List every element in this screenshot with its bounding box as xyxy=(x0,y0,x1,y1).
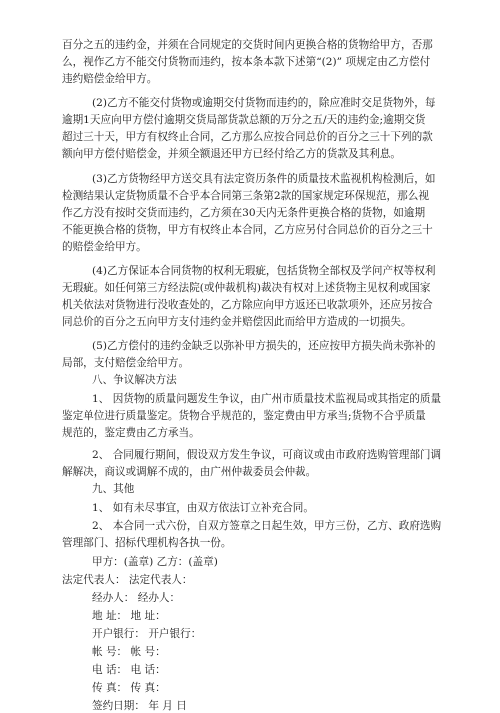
signature-field-line: 帐 号： 帐 号： xyxy=(92,646,166,658)
doc-line: 作乙方没有按时交货而违约，乙方须在30天内无条件更换合格的货物，如逾期 xyxy=(62,207,426,219)
doc-line: (4)乙方保证本合同货物的权利无瑕疵，包括货物全部权及学问产权等权利 xyxy=(92,265,436,277)
doc-line: 不能更换合格的货物，甲方有权终止本合同，乙方应另付合同总价的百分之三十 xyxy=(62,224,433,236)
signature-field-line: 地 址： 地 址： xyxy=(92,610,166,622)
doc-line: 么，视作乙方不能交付货物而违约，按本条本款下述第“(2)” 项规定由乙方偿付 xyxy=(62,56,431,68)
doc-line: 鉴定单位进行质量鉴定。货物合乎规范的，鉴定费由甲方承当;货物不合乎质量 xyxy=(62,410,426,422)
doc-line: 的赔偿金给甲方。 xyxy=(62,241,147,253)
doc-line: 解解决，商议或调解不成的，由广州仲裁委员会仲裁。 xyxy=(62,466,317,478)
doc-line: 无瑕疵。如任何第三方经法院(或仲裁机构)裁决有权对上述货物主见权利或国家 xyxy=(62,282,431,294)
doc-line: 逾期1天应向甲方偿付逾期交货局部货款总额的万分之五/天的违约金;逾期交货 xyxy=(62,114,426,126)
doc-line: 规范的，鉴定费由乙方承当。 xyxy=(62,427,200,439)
doc-line: 1、 因货物的质量问题发生争议，由广州市质量技术监视局或其指定的质量 xyxy=(92,393,442,405)
doc-line: 检测结果认定货物质量不合乎本合同第三条第2款的国家规定环保规范，那么视 xyxy=(62,190,429,202)
doc-line: 违约赔偿金给甲方。 xyxy=(62,73,158,85)
doc-line: (3)乙方货物经甲方送交具有法定资历条件的质量技术监视机构检测后，如 xyxy=(92,173,436,185)
signature-field-line: 经办人： 经办人： xyxy=(92,592,181,604)
section-heading: 九、其他 xyxy=(92,483,135,495)
doc-line: 额向甲方偿付赔偿金，并须全额退还甲方已经付给乙方的货款及其利息。 xyxy=(62,148,401,160)
doc-line: 超过三十天，甲方有权终止合同，乙方那么应按合同总价的百分之三十下列的款 xyxy=(62,131,433,143)
doc-line: 管理部门、招标代理机构各执一份。 xyxy=(62,537,232,549)
doc-line: 2、 本合同一式六份，自双方签章之日起生效，甲方三份，乙方、政府选购 xyxy=(92,520,442,532)
doc-line: 1、 如有未尽事宜，由双方依法订立补充合同。 xyxy=(92,502,314,514)
doc-line: 同总价的百分之五向甲方支付违约金并赔偿因此而给甲方造成的一切损失。 xyxy=(62,316,412,328)
doc-line: 机关依法对货物进行没收查处的，乙方除应向甲方返还已收款项外，还应另按合 xyxy=(62,299,433,311)
signature-field-line: 法定代表人： 法定代表人： xyxy=(62,574,193,586)
doc-line: 2、 合同履行期间，假设双方发生争议，可商议或由市政府选购管理部门调 xyxy=(92,449,442,461)
doc-line: (5)乙方偿付的违约金缺乏以弥补甲方损失的，还应按甲方损失尚未弥补的 xyxy=(92,340,436,352)
doc-line: 百分之五的违约金，并须在合同规定的交货时间内更换合格的货物给甲方，否那 xyxy=(62,39,433,51)
signature-field-line: 开户银行： 开户银行： xyxy=(92,628,202,640)
section-heading: 八、争议解决方法 xyxy=(92,374,177,386)
signature-field-line: 传 真： 传 真： xyxy=(92,682,166,694)
doc-line: (2)乙方不能交付货物或逾期交付货物而违约的，除应准时交足货物外，每 xyxy=(92,97,436,109)
signature-field-line: 电 话： 电 话： xyxy=(92,664,166,676)
signature-party-line: 甲方：(盖章) 乙方：(盖章) xyxy=(92,556,218,568)
signature-date-line: 签约日期： 年 月 日 xyxy=(92,700,187,712)
doc-line: 局部，支付赔偿金给甲方。 xyxy=(62,357,190,369)
